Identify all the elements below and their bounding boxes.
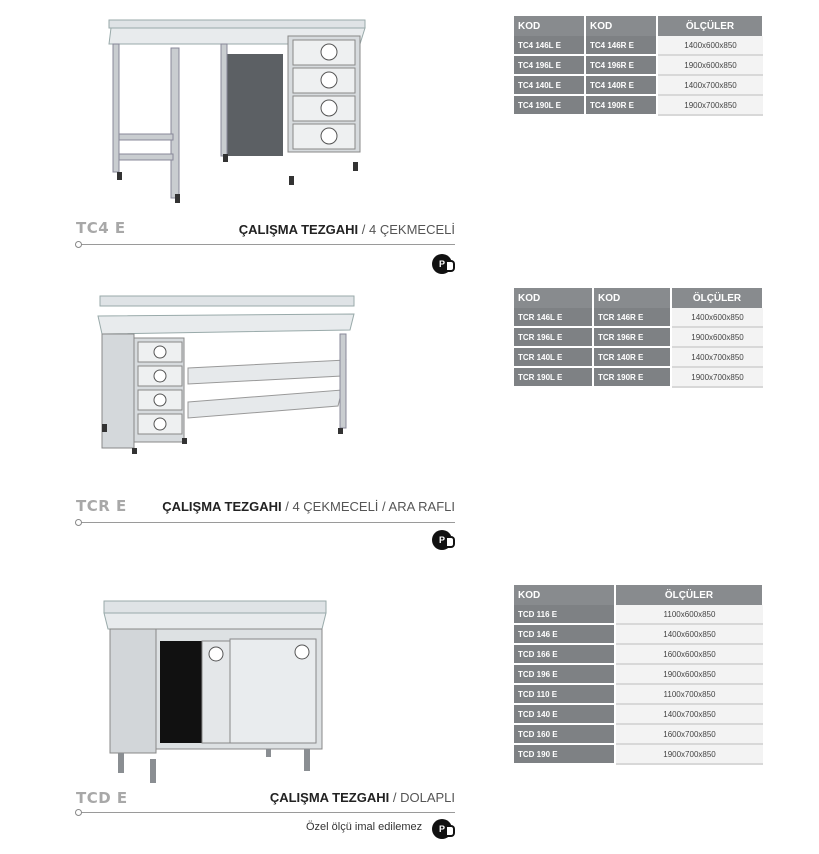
code: TCD 166 E [514, 644, 615, 664]
table-row [514, 624, 763, 644]
code-right: TCR 190R E [593, 367, 671, 387]
product-image-tc4 [105, 14, 371, 206]
code-right: TC4 140R E [585, 75, 657, 95]
code: TCD 190 E [514, 744, 615, 764]
dimension: 1100x600x850 [615, 605, 763, 624]
dimension: 1900x600x850 [615, 664, 763, 684]
code-left: TC4 140L E [514, 75, 585, 95]
header-dimensions: ÖLÇÜLER [671, 288, 763, 308]
header-kod-right: KOD [593, 288, 671, 308]
dimension: 1900x600x850 [671, 327, 763, 347]
dimension: 1900x700x850 [657, 95, 763, 115]
dimension: 1400x600x850 [671, 308, 763, 327]
code-right: TCR 140R E [593, 347, 671, 367]
dimension: 1400x600x850 [615, 624, 763, 644]
table-row [514, 347, 763, 367]
table-row [514, 605, 763, 624]
product-tc4 [0, 0, 819, 280]
dimension: 1100x700x850 [615, 684, 763, 704]
table-row [514, 75, 763, 95]
table-row [514, 724, 763, 744]
product-title [162, 499, 455, 514]
table-row [514, 308, 763, 327]
code-left: TCR 196L E [514, 327, 593, 347]
spec-table-tc4 [514, 16, 764, 116]
dimension: 1400x700x850 [657, 75, 763, 95]
dimension: 1400x700x850 [615, 704, 763, 724]
code-right: TC4 190R E [585, 95, 657, 115]
code-left: TCR 146L E [514, 308, 593, 327]
code-left: TC4 190L E [514, 95, 585, 115]
table-row [514, 36, 763, 55]
product-title-sub: / 4 ÇEKMECELİ / ARA RAFLI [285, 499, 455, 514]
code-left: TC4 196L E [514, 55, 585, 75]
spec-table-tcd [514, 585, 764, 765]
divider-line [78, 812, 455, 813]
table-row [514, 644, 763, 664]
header-dimensions: ÖLÇÜLER [615, 585, 763, 605]
header-dimensions: ÖLÇÜLER [657, 16, 763, 36]
code-left: TC4 146L E [514, 36, 585, 55]
dimension: 1400x600x850 [657, 36, 763, 55]
spec-table-tcr [514, 288, 764, 388]
header-kod-left: KOD [514, 16, 585, 36]
table-row [514, 95, 763, 115]
code-right: TCR 196R E [593, 327, 671, 347]
code: TCD 110 E [514, 684, 615, 704]
certification-logo-icon: P [432, 819, 452, 839]
product-tcr [0, 280, 819, 565]
product-title-main: ÇALIŞMA TEZGAHI [162, 499, 282, 514]
header-kod: KOD [514, 585, 615, 605]
table-row [514, 55, 763, 75]
product-title-main: ÇALIŞMA TEZGAHI [238, 222, 359, 237]
table-row [514, 684, 763, 704]
table-row [514, 327, 763, 347]
code-right: TC4 196R E [585, 55, 657, 75]
product-title [270, 790, 455, 805]
certification-logo-icon: P [432, 530, 452, 550]
divider-line [78, 244, 455, 245]
table-row [514, 367, 763, 387]
product-code: TCD E [76, 789, 128, 807]
product-title-main: ÇALIŞMA TEZGAHI [269, 790, 390, 805]
header-kod-right: KOD [585, 16, 657, 36]
table-row [514, 744, 763, 764]
code: TCD 196 E [514, 664, 615, 684]
product-image-tcd [102, 599, 328, 785]
code: TCD 140 E [514, 704, 615, 724]
code: TCD 146 E [514, 624, 615, 644]
code-left: TCR 190L E [514, 367, 593, 387]
product-code: TC4 E [76, 219, 126, 237]
product-tcd [0, 565, 819, 854]
table-row [514, 704, 763, 724]
code: TCD 160 E [514, 724, 615, 744]
code-right: TC4 146R E [585, 36, 657, 55]
product-code: TCR E [76, 497, 127, 515]
code-left: TCR 140L E [514, 347, 593, 367]
product-title [239, 222, 455, 237]
dimension: 1900x700x850 [615, 744, 763, 764]
code-right: TCR 146R E [593, 308, 671, 327]
code: TCD 116 E [514, 605, 615, 624]
dimension: 1600x700x850 [615, 724, 763, 744]
header-kod-left: KOD [514, 288, 593, 308]
table-header-row [514, 585, 763, 605]
certification-logo-icon: P [432, 254, 452, 274]
dimension: 1600x600x850 [615, 644, 763, 664]
product-title-sub: / DOLAPLI [392, 790, 455, 805]
divider-line [78, 522, 455, 523]
table-header-row [514, 16, 763, 36]
custom-size-note: Özel ölçü imal edilemez [306, 821, 423, 833]
dimension: 1400x700x850 [671, 347, 763, 367]
product-image-tcr [96, 294, 358, 454]
table-row [514, 664, 763, 684]
table-header-row [514, 288, 763, 308]
product-title-sub: / 4 ÇEKMECELİ [361, 222, 455, 237]
dimension: 1900x700x850 [671, 367, 763, 387]
dimension: 1900x600x850 [657, 55, 763, 75]
